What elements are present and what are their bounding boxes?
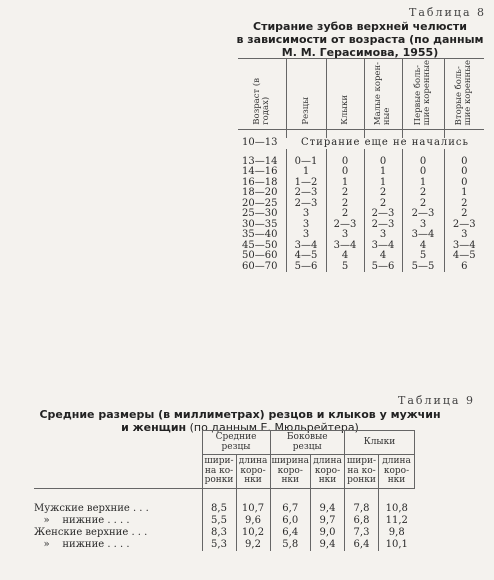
- table9-cell: 9,0: [311, 527, 345, 539]
- table-row: [238, 188, 484, 199]
- table8-cell: 5: [326, 262, 364, 273]
- table-row: [34, 539, 415, 551]
- table9-title-line2-rest: (по данным Е. Мюльрейтера): [186, 421, 359, 434]
- table8-cell: 1: [326, 178, 364, 189]
- table8-cell: 3—4: [364, 241, 402, 252]
- table8-cell: 2: [326, 188, 364, 199]
- table9-group-canines: Клыки: [345, 431, 415, 455]
- table9-cell: 10,8: [379, 503, 415, 515]
- table8-cell: 1: [364, 178, 402, 189]
- table8-cell: 0: [402, 167, 444, 178]
- table9-group-lateral-incisors: Боковые резцы: [270, 431, 345, 455]
- table8-cell: 2: [326, 199, 364, 210]
- table9-cell: 5,8: [270, 539, 311, 551]
- table8-cell: 6: [444, 262, 484, 273]
- table8-cell: 2—3: [326, 220, 364, 231]
- table8-cell: 3: [364, 230, 402, 241]
- table8-cell: 3—4: [326, 241, 364, 252]
- table8-title-line2: в зависимости от возраста (по данным: [236, 33, 484, 46]
- table8-cell: 0—1: [286, 157, 326, 168]
- table8-label: Таблица 8: [409, 6, 486, 19]
- table9-cell: 6,0: [270, 515, 311, 527]
- table8-cell: 0: [444, 167, 484, 178]
- table-row: [238, 230, 484, 241]
- table8-cell: 4—5: [444, 251, 484, 262]
- table-row: [238, 209, 484, 220]
- table8-col-canines: Клыки: [326, 59, 364, 130]
- table8-cell: 5—6: [286, 262, 326, 273]
- table9-cell: 9,7: [311, 515, 345, 527]
- table9-cell: 7,3: [345, 527, 379, 539]
- table8-title: [236, 20, 484, 59]
- table8-cell: 1: [286, 167, 326, 178]
- table8-cell: 1—2: [286, 178, 326, 189]
- table9-cell: 9,4: [311, 503, 345, 515]
- table-row: [34, 527, 415, 539]
- table8-cell: 3—4: [444, 241, 484, 252]
- table-row: [238, 251, 484, 262]
- table8-cell: 3—4: [286, 241, 326, 252]
- table-row: [238, 138, 484, 149]
- table8-cell: 50—60: [242, 250, 278, 261]
- table8-cell: 1: [364, 167, 402, 178]
- table8-cell: 0: [326, 167, 364, 178]
- table9-cell: 10,1: [379, 539, 415, 551]
- table8-cell: 3: [286, 220, 326, 231]
- table8-cell: 3: [326, 230, 364, 241]
- table9-row-label: Женские верхние . . .: [34, 526, 148, 538]
- table8-cell: 30—35: [242, 218, 278, 230]
- table-row: [238, 167, 484, 178]
- table9-cell: 5,3: [202, 539, 236, 551]
- table9-cell: 9,6: [236, 515, 270, 527]
- table8-title-line1: Стирание зубов верхней челюсти: [253, 20, 467, 33]
- table8-cell: 2: [364, 199, 402, 210]
- table8-cell: 20—25: [242, 197, 278, 209]
- table8-cell: 2—3: [286, 188, 326, 199]
- table9-cell: 9,4: [311, 539, 345, 551]
- table-row: [34, 515, 415, 527]
- table9-title-line1: Средние размеры (в миллиметрах) резцов и клыков у мужчин: [39, 408, 441, 421]
- table9-cell: 7,8: [345, 503, 379, 515]
- table9-sub-header: ширина коро- нки: [270, 455, 311, 489]
- table8-cell: 2: [364, 188, 402, 199]
- table8-col-second-molars: Вторые боль- шие коренные: [444, 59, 484, 130]
- table9-sub-header: длина коро- нки: [311, 455, 345, 489]
- table8-cell: 3: [402, 220, 444, 231]
- table8-cell: 2—3: [444, 220, 484, 231]
- table8-cell: 0: [444, 157, 484, 168]
- table8-cell: 0: [326, 157, 364, 168]
- table8-cell: 0: [402, 157, 444, 168]
- table9-row-label: » нижние . . . .: [34, 514, 130, 526]
- table8-cell: 4: [326, 251, 364, 262]
- table8-cell: 4: [364, 251, 402, 262]
- table9-group-row: [34, 431, 415, 455]
- table8-cell: 13—14: [242, 155, 278, 167]
- table9-cell: 5,5: [202, 515, 236, 527]
- table9-sub-header: шири- на ко- ронки: [345, 455, 379, 489]
- table9-cell: 8,5: [202, 503, 236, 515]
- table8-cell: 5—5: [402, 262, 444, 273]
- table8-header-row: [238, 59, 484, 130]
- table9-sub-header: длина коро- нки: [236, 455, 270, 489]
- table9-cell: 10,7: [236, 503, 270, 515]
- table9: [34, 430, 415, 551]
- table9-cell: 6,7: [270, 503, 311, 515]
- table9-row-label: Мужские верхние . . .: [34, 502, 149, 514]
- table9-sub-header: шири- на ко- ронки: [202, 455, 236, 489]
- table9-sub-header: длина коро- нки: [379, 455, 415, 489]
- table8-cell: 16—18: [242, 176, 278, 188]
- table8-cell: 3: [286, 230, 326, 241]
- table8-cell: 5: [402, 251, 444, 262]
- table8-cell: 25—30: [242, 208, 278, 219]
- table9-title-line2-bold: и женщин: [121, 421, 187, 434]
- table8-cell: 3: [444, 230, 484, 241]
- table8-cell: 4—5: [286, 251, 326, 262]
- table8-cell: 1: [444, 188, 484, 199]
- table8-cell: 2: [402, 188, 444, 199]
- table8-cell: 35—40: [242, 229, 278, 240]
- table-row: [34, 503, 415, 515]
- table8-cell: 0: [364, 157, 402, 168]
- table9-cell: 8,3: [202, 527, 236, 539]
- table8-cell: 2: [444, 209, 484, 220]
- table8-col-incisors: Резцы: [286, 59, 326, 130]
- table8-cell: 14—16: [242, 166, 278, 177]
- table9-row-label: » нижние . . . .: [34, 538, 130, 550]
- table-row: [238, 262, 484, 273]
- table9-cell: 9,8: [379, 527, 415, 539]
- table8-cell: 18—20: [242, 187, 278, 198]
- table9-group-central-incisors: Средние резцы: [202, 431, 270, 455]
- table8-cell: 2—3: [286, 199, 326, 210]
- table8-cell: 2—3: [402, 209, 444, 220]
- table8-cell: 2: [444, 199, 484, 210]
- table9-label: Таблица 9: [398, 394, 475, 407]
- table8-col-premolars: Малые корен- ные: [364, 59, 402, 130]
- table9-cell: 11,2: [379, 515, 415, 527]
- table8-cell: 4: [402, 241, 444, 252]
- table8-cell: 45—50: [242, 239, 278, 251]
- table8-col-age: Возраст (в годах): [238, 59, 286, 130]
- table8-cell-note: Стирание еще не начались: [301, 137, 469, 148]
- table8-cell: 3: [286, 209, 326, 220]
- table8-cell: 2—3: [364, 209, 402, 220]
- table8-cell: 3—4: [402, 230, 444, 241]
- table9-cell: 9,2: [236, 539, 270, 551]
- table8-cell-age: 10—13: [242, 137, 278, 148]
- table9-cell: 6,4: [270, 527, 311, 539]
- table8-cell: 60—70: [242, 260, 278, 272]
- table8: [238, 58, 484, 272]
- table8-cell: 5—6: [364, 262, 402, 273]
- table8-col-first-molars: Первые боль- шие коренные: [402, 59, 444, 130]
- table9-cell: 6,8: [345, 515, 379, 527]
- table8-cell: 0: [444, 178, 484, 189]
- table8-cell: 2: [402, 199, 444, 210]
- table9-cell: 10,2: [236, 527, 270, 539]
- table8-title-line3: М. М. Герасимова, 1955): [281, 46, 439, 59]
- table8-cell: 1: [402, 178, 444, 189]
- table8-cell: 2: [326, 209, 364, 220]
- table9-cell: 6,4: [345, 539, 379, 551]
- table8-cell: 2—3: [364, 220, 402, 231]
